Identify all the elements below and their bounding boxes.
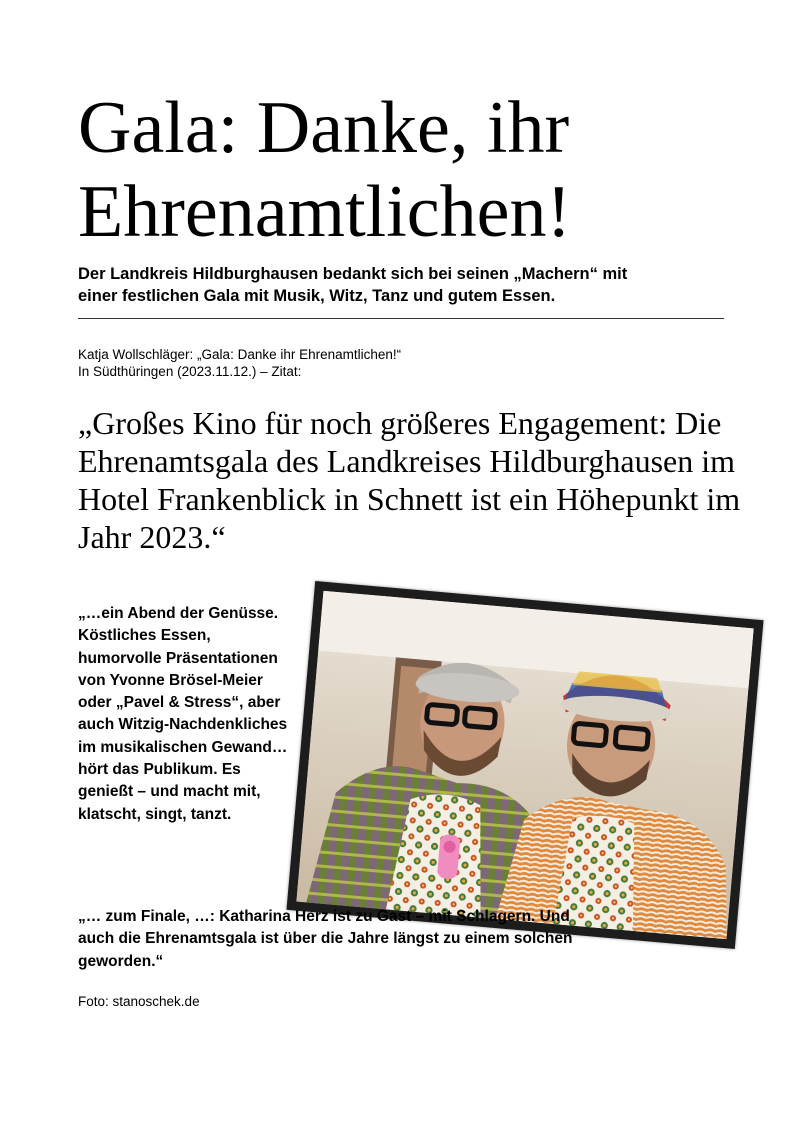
divider-rule: [78, 318, 724, 319]
photo-credit: Foto: stanoschek.de: [78, 994, 200, 1009]
subtitle-line-2: einer festlichen Gala mit Musik, Witz, Tanz und gutem Essen.: [78, 287, 556, 305]
title-line-2: Ehrenamtlichen!: [78, 171, 572, 253]
subtitle-line-1: Der Landkreis Hildburghausen bedankt sich bei seinen „Machern“ mit: [78, 265, 628, 283]
quote-bottom: „… zum Finale, …: Katharina Herz ist zu Gast – mit Schlagern. Und auch die Ehrenamtsgala ist über die Jahre längst zu einem solchen geworden.“: [78, 908, 573, 970]
article-title: [78, 86, 758, 254]
lead-quote: „Großes Kino für noch größeres Engagement: Die Ehrenamtsgala des Landkreises Hildburghausen im Hotel Frankenblick in Schnett ist ein Höhepunkt im Jahr 2023.“: [78, 405, 741, 555]
article-photo: [286, 581, 763, 949]
article-subtitle: [78, 263, 738, 307]
source-line-1: Katja Wollschläger: „Gala: Danke ihr Ehrenamtlichen!“: [78, 347, 402, 362]
title-line-1: Gala: Danke, ihr: [78, 87, 570, 169]
source-citation: [78, 346, 718, 380]
quote-column: „…ein Abend der Genüsse. Köstliches Essen, humorvolle Präsentationen von Yvonne Brösel-Meier oder „Pavel & Stress“, aber auch Witzig-Nachdenkliches im musikalischen Gewand… hört das Publikum. Es genießt – und macht mit, klatscht, singt, tanzt.: [78, 605, 288, 823]
source-line-2: In Südthüringen (2023.11.12.) – Zitat:: [78, 364, 302, 379]
photo-image: [296, 591, 754, 939]
